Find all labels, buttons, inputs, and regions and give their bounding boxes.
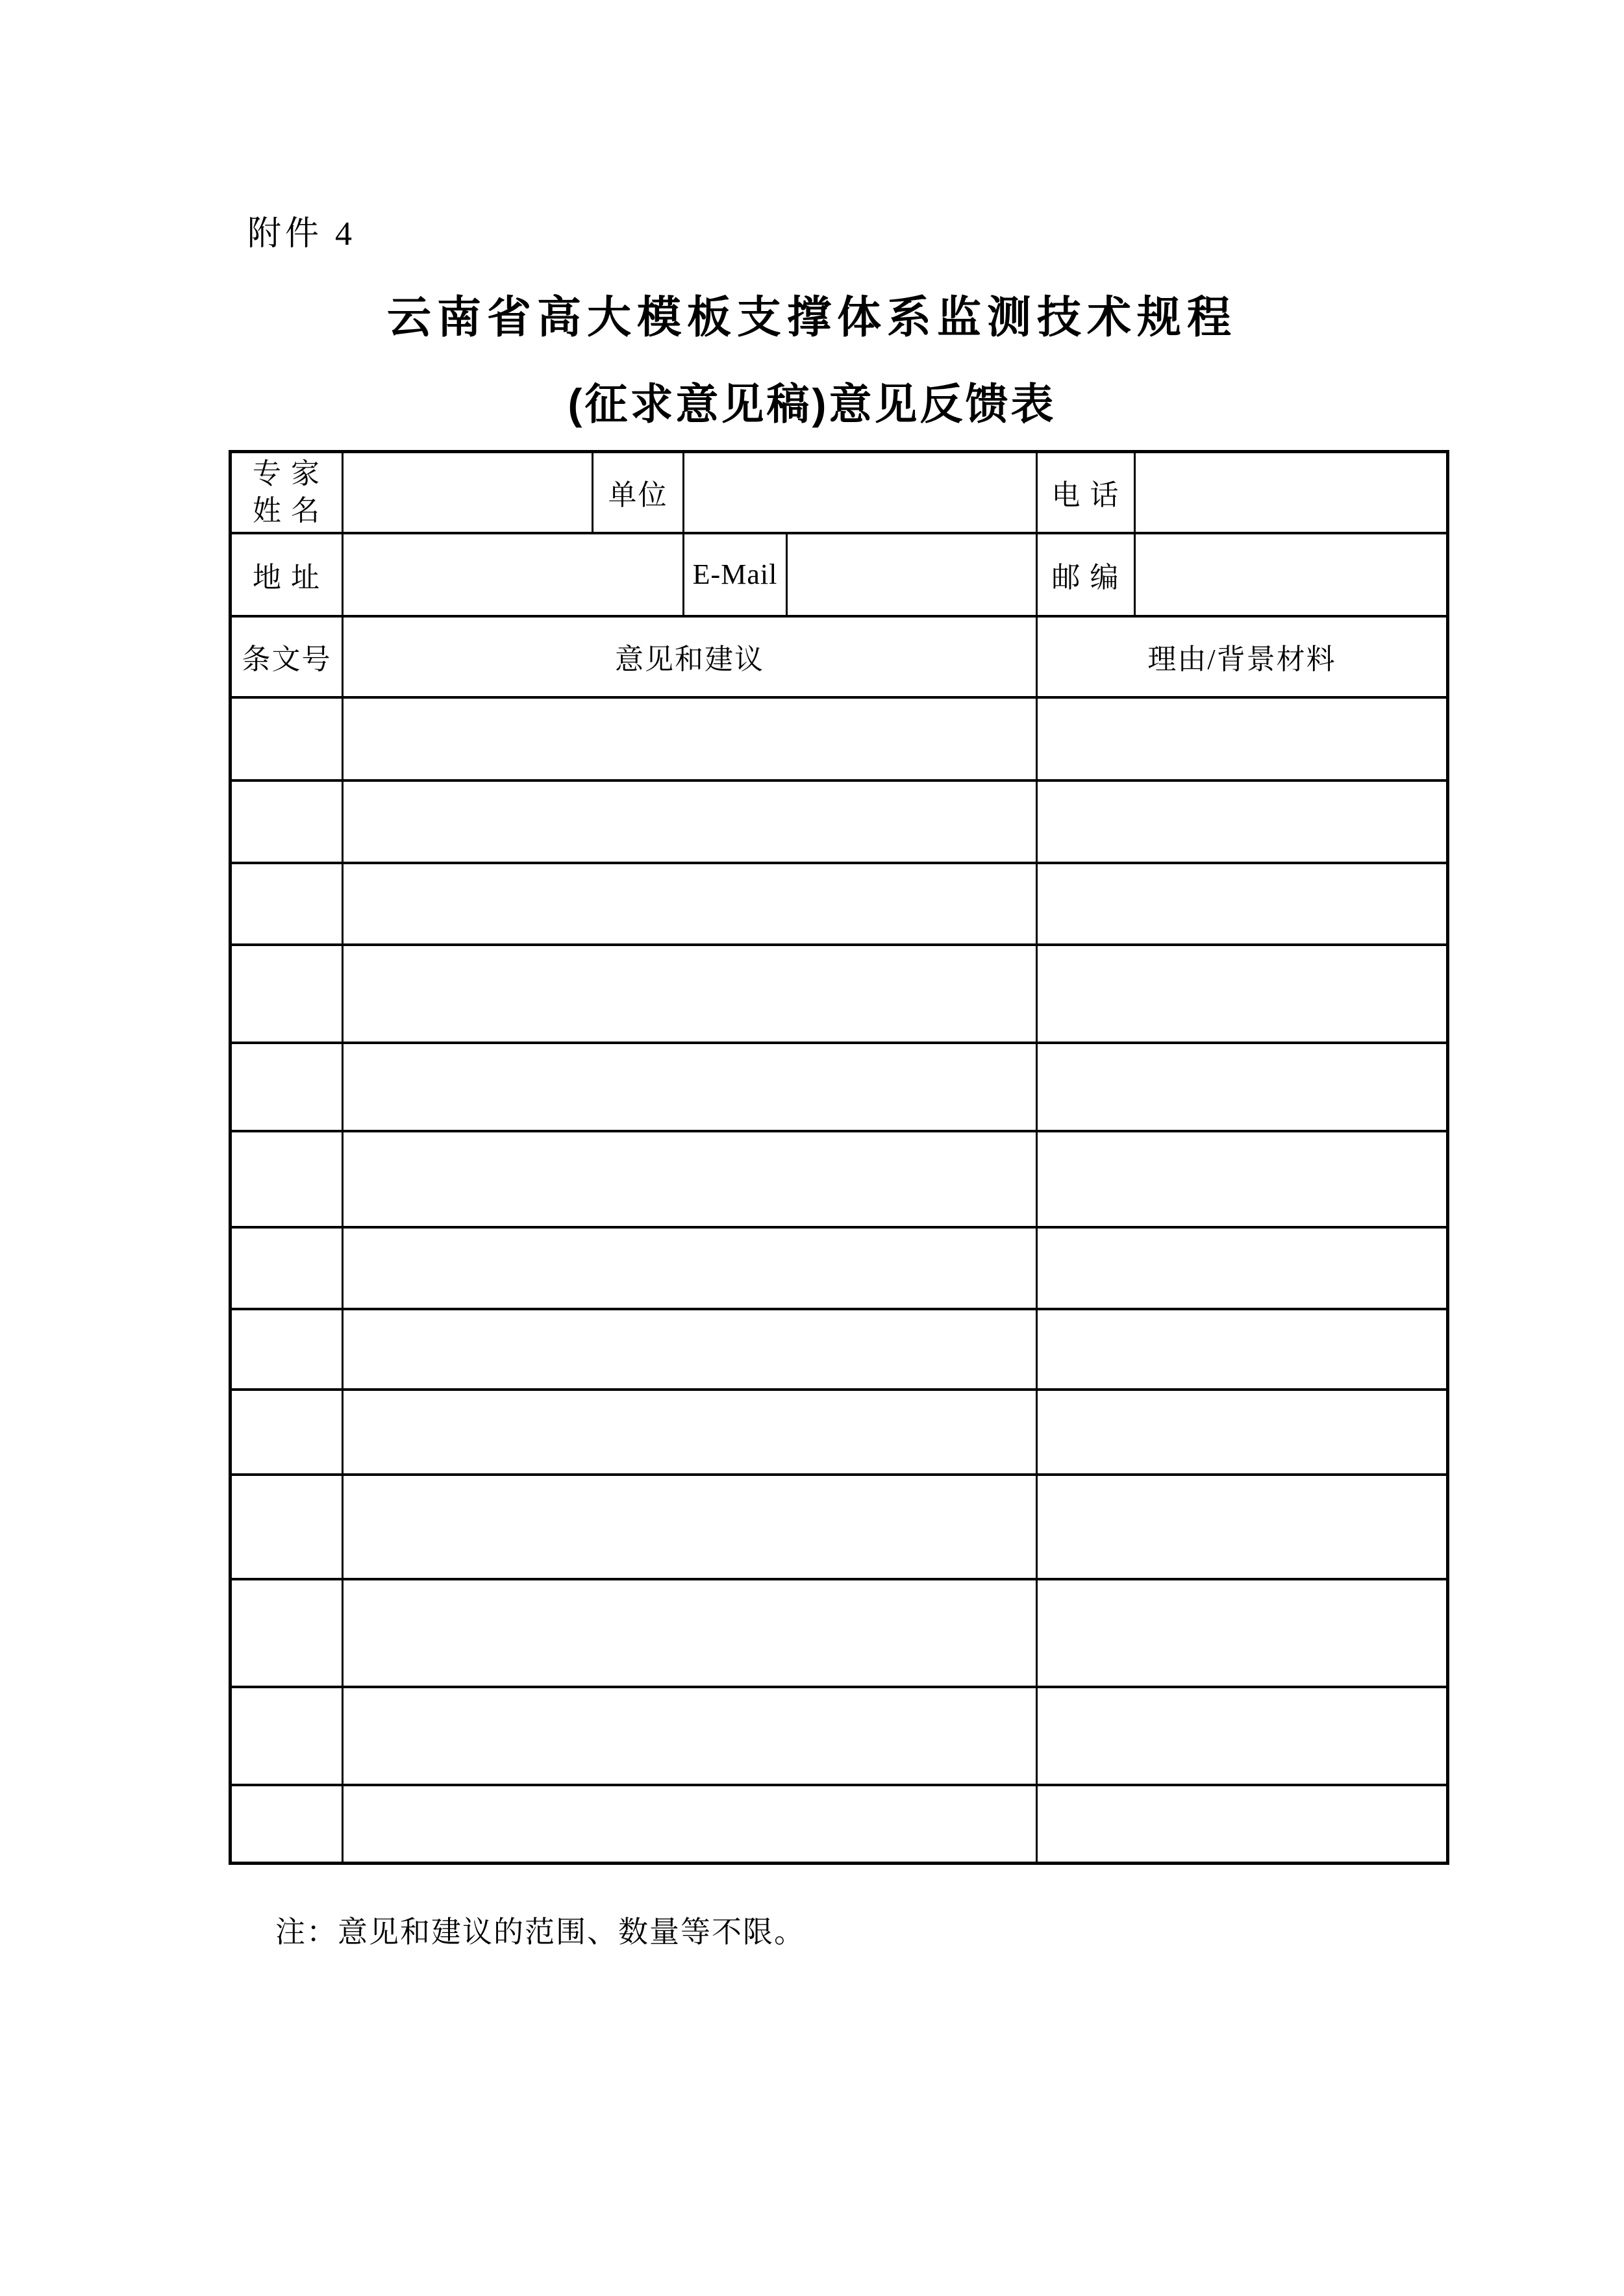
article-no-cell	[231, 1227, 343, 1309]
article-no-header-cell: 条文号	[231, 616, 343, 697]
opinion-cell	[343, 1227, 1037, 1309]
table-row	[231, 1227, 1448, 1309]
expert-name-label-line1: 专 家	[253, 458, 321, 490]
article-no-cell	[231, 1687, 343, 1785]
article-no-cell	[231, 697, 343, 780]
opinion-cell	[343, 1131, 1037, 1227]
table-row	[231, 1043, 1448, 1131]
reason-cell	[1037, 780, 1448, 863]
reason-cell	[1037, 1043, 1448, 1131]
article-no-cell	[231, 780, 343, 863]
expert-name-label-line2: 姓 名	[253, 495, 321, 527]
article-no-cell	[231, 1390, 343, 1475]
article-no-cell	[231, 1785, 343, 1864]
table-row	[231, 697, 1448, 780]
opinions-header-cell: 意见和建议	[343, 616, 1037, 697]
email-label-cell: E-Mail	[684, 533, 787, 616]
footnote: 注：意见和建议的范围、数量等不限。	[275, 1915, 805, 1949]
reason-cell	[1037, 697, 1448, 780]
article-no-cell	[231, 1043, 343, 1131]
opinion-cell	[343, 1043, 1037, 1131]
reason-cell	[1037, 1475, 1448, 1579]
opinion-cell	[343, 945, 1037, 1043]
article-no-cell	[231, 1579, 343, 1687]
empty-feedback-rows	[231, 697, 1448, 1864]
table-row	[231, 945, 1448, 1043]
address-label-cell: 地 址	[231, 533, 343, 616]
article-no-cell	[231, 863, 343, 945]
opinion-cell	[343, 697, 1037, 780]
reason-cell	[1037, 1227, 1448, 1309]
table-row	[231, 1475, 1448, 1579]
postcode-value-cell	[1135, 533, 1448, 616]
reason-header-cell: 理由/背景材料	[1037, 616, 1448, 697]
feedback-form-table	[229, 450, 1449, 1865]
article-no-cell	[231, 1131, 343, 1227]
document-title-line2: (征求意见稿)意见反馈表	[568, 380, 1056, 428]
email-value-cell	[787, 533, 1037, 616]
reason-cell	[1037, 1131, 1448, 1227]
expert-name-label-cell	[231, 452, 343, 533]
table-row	[231, 1579, 1448, 1687]
opinion-cell	[343, 1475, 1037, 1579]
opinion-cell	[343, 1309, 1037, 1390]
opinion-cell	[343, 863, 1037, 945]
header-rows	[231, 452, 1448, 697]
reason-cell	[1037, 1687, 1448, 1785]
table-row	[231, 863, 1448, 945]
reason-cell	[1037, 1309, 1448, 1390]
address-value-cell	[343, 533, 684, 616]
table-row-column-headers	[231, 616, 1448, 697]
opinion-cell	[343, 780, 1037, 863]
reason-cell	[1037, 945, 1448, 1043]
table-row-contact-info	[231, 533, 1448, 616]
table-row	[231, 1309, 1448, 1390]
unit-value-cell	[684, 452, 1037, 533]
article-no-cell	[231, 1309, 343, 1390]
reason-cell	[1037, 863, 1448, 945]
expert-name-value-cell	[343, 452, 593, 533]
article-no-cell	[231, 1475, 343, 1579]
article-no-cell	[231, 945, 343, 1043]
table-row	[231, 1390, 1448, 1475]
opinion-cell	[343, 1687, 1037, 1785]
table-row	[231, 1687, 1448, 1785]
table-row	[231, 1785, 1448, 1864]
phone-label-cell: 电 话	[1037, 452, 1135, 533]
unit-label-cell: 单位	[593, 452, 684, 533]
opinion-cell	[343, 1579, 1037, 1687]
postcode-label-cell: 邮 编	[1037, 533, 1135, 616]
reason-cell	[1037, 1579, 1448, 1687]
phone-value-cell	[1135, 452, 1448, 533]
opinion-cell	[343, 1785, 1037, 1864]
table-row	[231, 1131, 1448, 1227]
table-row	[231, 780, 1448, 863]
reason-cell	[1037, 1785, 1448, 1864]
reason-cell	[1037, 1390, 1448, 1475]
attachment-label: 附件 4	[247, 216, 356, 253]
opinion-cell	[343, 1390, 1037, 1475]
document-title-line1: 云南省高大模板支撑体系监测技术规程	[386, 293, 1237, 342]
table-row-expert-info	[231, 452, 1448, 533]
